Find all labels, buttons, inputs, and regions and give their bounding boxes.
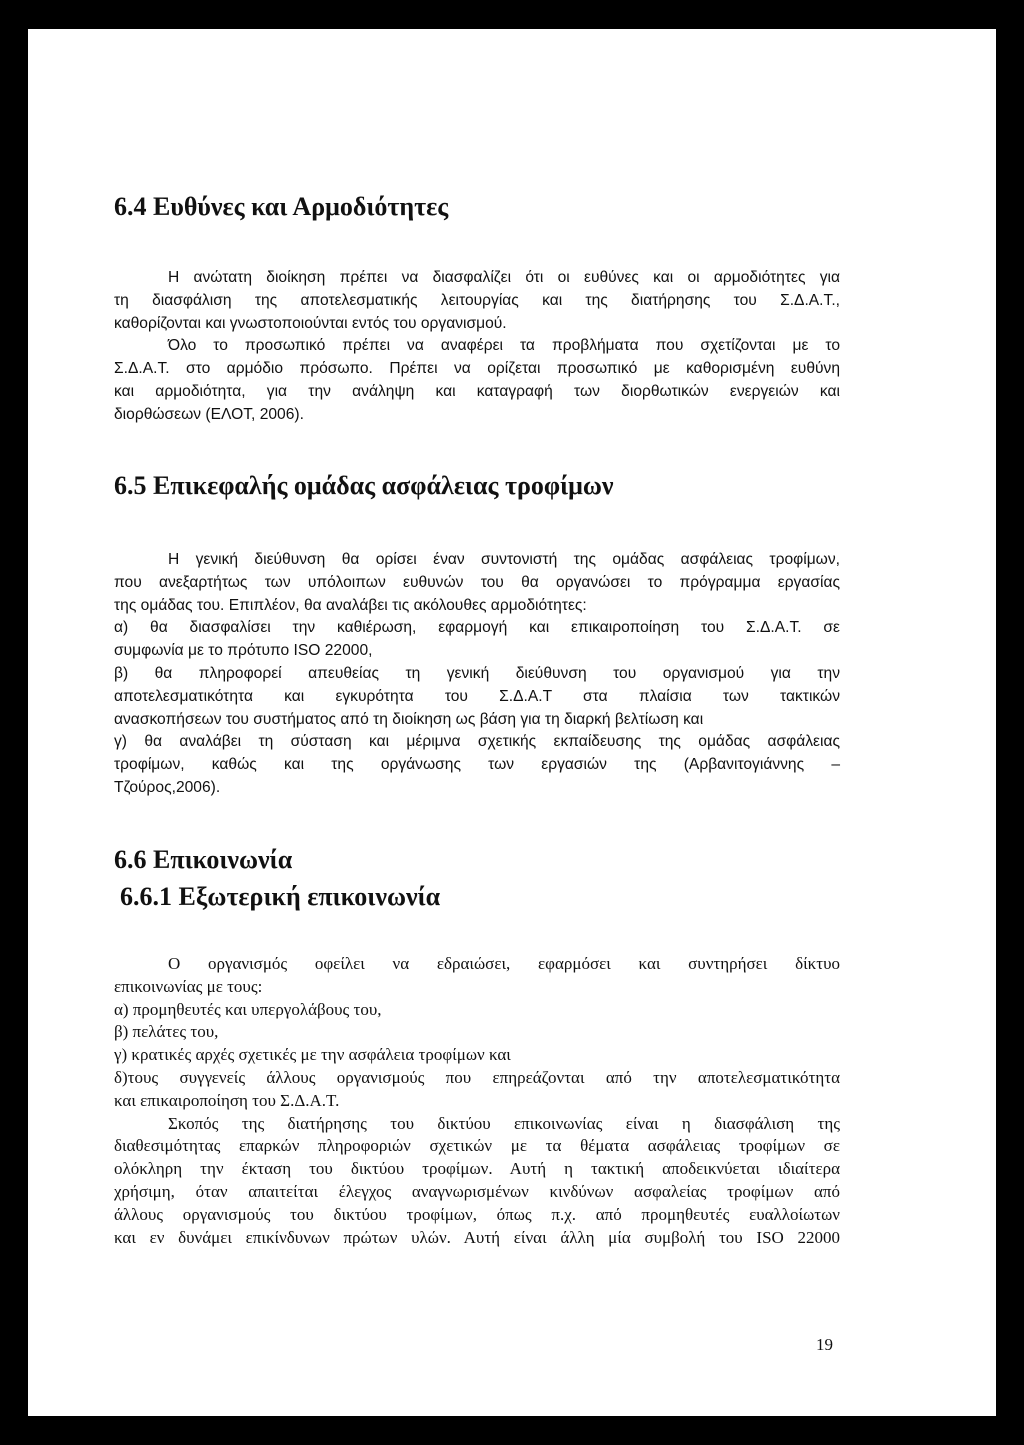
body-line: β) θα πληροφορεί απευθείας τη γενική διεύθυνση του οργανισμού για την [114, 664, 840, 682]
body-line: άλλους οργανισμούς του δικτύου τροφίμων, όπως π.χ. από προμηθευτές ευαλλοίωτων [114, 1204, 840, 1224]
body-line: της ομάδας του. Επιπλέον, θα αναλάβει τις ακόλουθες αρμοδιότητες: [114, 596, 587, 614]
body-line: Σ.Δ.Α.Τ. στο αρμόδιο πρόσωπο. Πρέπει να ορίζεται προσωπικό με καθορισμένη ευθύνη [114, 360, 840, 378]
section-6-4-body [114, 267, 840, 427]
body-line: συμφωνία με το πρότυπο ISO 22000, [114, 642, 373, 660]
body-line: α) θα διασφαλίσει την καθιέρωση, εφαρμογή και επικαιροποίηση του Σ.Δ.Α.Τ. σε [114, 619, 840, 637]
body-line: ολόκληρη την έκταση του δικτύου τροφίμων. Αυτή η τακτική αποδεικνύεται ιδιαίτερα [114, 1159, 840, 1179]
body-line: επικοινωνίας με τους: [114, 976, 263, 996]
body-line: Η γενική διεύθυνση θα ορίσει έναν συντονιστή της ομάδας ασφάλειας τροφίμων, [168, 551, 840, 568]
body-line: Τζούρος,2006). [114, 778, 221, 796]
body-line: ανασκοπήσεων του συστήματος από τη διοίκηση ως βάση για τη διαρκή βελτίωση και [114, 710, 704, 728]
section-heading-6-4: 6.4 Ευθύνες και Αρμοδιότητες [114, 192, 449, 221]
body-line: καθορίζονται και γνωστοποιούνται εντός του οργανισμού. [114, 314, 507, 332]
section-heading-6-5: 6.5 Επικεφαλής ομάδας ασφάλειας τροφίμων [114, 471, 614, 500]
section-6-6-1-body [114, 953, 840, 1249]
body-line: β) πελάτες του, [114, 1022, 219, 1042]
body-line: Η ανώτατη διοίκηση πρέπει να διασφαλίζει ότι οι ευθύνες και οι αρμοδιότητες για [168, 269, 840, 286]
document-page [28, 29, 996, 1416]
body-line: τροφίμων, καθώς και της οργάνωσης των εργασιών της (Αρβανιτογιάννης – [114, 756, 840, 774]
body-line: και επικαιροποίηση του Σ.Δ.Α.Τ. [114, 1090, 340, 1110]
body-line: διορθώσεων (ΕΛΟΤ, 2006). [114, 405, 304, 423]
body-line: γ) θα αναλάβει τη σύσταση και μέριμνα σχετικής εκπαίδευσης της ομάδας ασφάλειας [114, 733, 840, 751]
body-line: α) προμηθευτές και υπεργολάβους του, [114, 999, 382, 1019]
body-line: αποτελεσματικότητα και εγκυρότητα του Σ.Δ.Α.Τ στα πλαίσια των τακτικών [114, 687, 840, 705]
page-number: 19 [816, 1335, 833, 1354]
body-line: Ο οργανισμός οφείλει να εδραιώσει, εφαρμόσει και συντηρήσει δίκτυο [168, 954, 840, 973]
body-line: Όλο το προσωπικό πρέπει να αναφέρει τα προβλήματα που σχετίζονται με το [168, 337, 840, 355]
subsection-heading-6-6-1: 6.6.1 Εξωτερική επικοινωνία [120, 882, 441, 911]
body-line: τη διασφάλιση της αποτελεσματικής λειτουργίας και της διατήρησης του Σ.Δ.Α.Τ., [114, 291, 840, 309]
body-line: γ) κρατικές αρχές σχετικές με την ασφάλεια τροφίμων και [114, 1045, 511, 1065]
section-6-5-body [114, 549, 840, 800]
body-line: και αρμοδιότητα, για την ανάληψη και καταγραφή των διορθωτικών ενεργειών και [114, 382, 840, 400]
section-heading-6-6: 6.6 Επικοινωνία [114, 845, 293, 874]
body-line: χρήσιμη, όταν απαιτείται έλεγχος αναγνωρισμένων κινδύνων ασφαλείας τροφίμων από [114, 1181, 840, 1201]
body-line: που ανεξαρτήτως των υπόλοιπων ευθυνών του θα οργανώσει το πρόγραμμα εργασίας [114, 573, 840, 591]
body-line: δ)τους συγγενείς άλλους οργανισμούς που επηρεάζονται από την αποτελεσματικότητα [114, 1067, 840, 1087]
body-line: Σκοπός της διατήρησης του δικτύου επικοινωνίας είναι η διασφάλιση της [168, 1113, 840, 1133]
body-line: και εν δυνάμει επικίνδυνων πρώτων υλών. Αυτή είναι άλλη μία συμβολή του ISO 22000 [114, 1227, 840, 1247]
body-line: διαθεσιμότητας επαρκών πληροφοριών σχετικών με τα θέματα ασφάλειας τροφίμων σε [114, 1136, 840, 1156]
